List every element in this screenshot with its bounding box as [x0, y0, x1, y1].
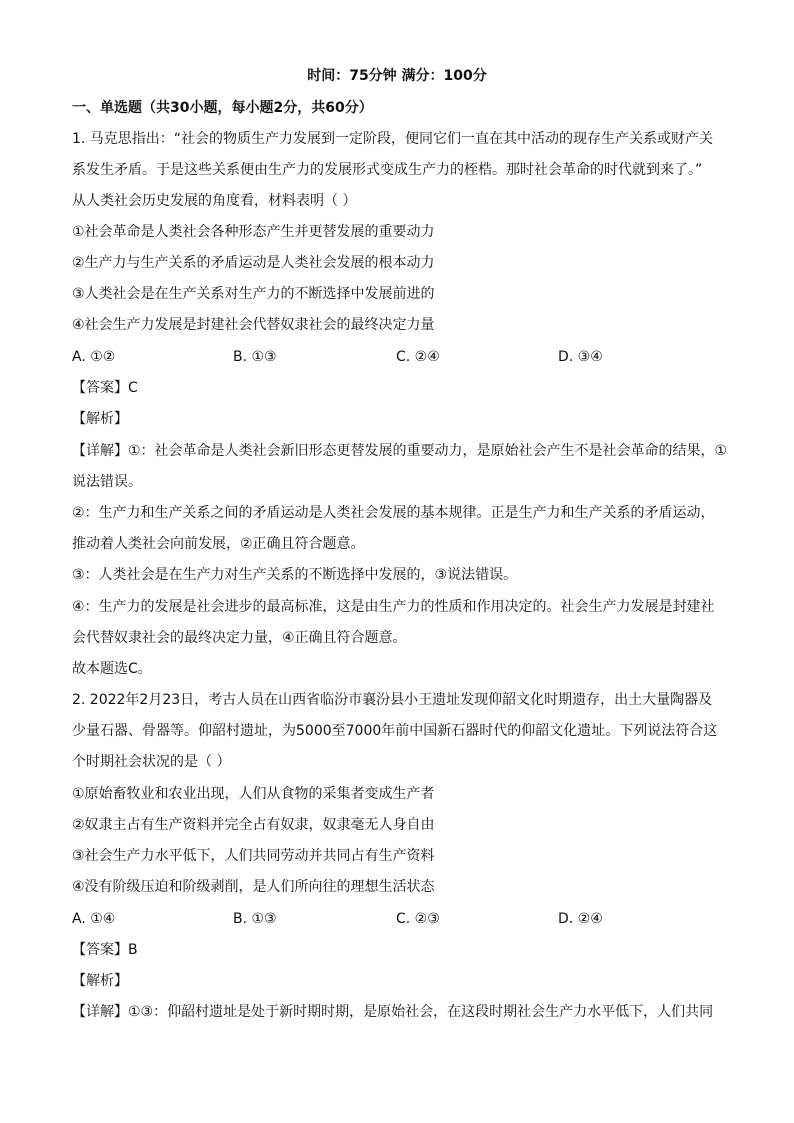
q2-statement: ③社会生产力水平低下，人们共同劳动并共同占有生产资料 [72, 848, 435, 864]
q1-stem-line: 1. 马克思指出：“社会的物质生产力发展到一定阶段，便同它们一直在其中活动的现存生产关系或财产关 [72, 131, 714, 147]
q2-option-b: B. ①③ [233, 911, 277, 927]
q2-answer: 【答案】B [72, 942, 138, 958]
q2-stem-line: 个时期社会状况的是（ ） [72, 754, 231, 770]
q1-detail-line: 故本题选C。 [72, 661, 152, 677]
q1-detail-line: 推动着人类社会向前发展，②正确且符合题意。 [72, 536, 365, 552]
q2-statement: ②奴隶主占有生产资料并完全占有奴隶，奴隶毫无人身自由 [72, 817, 435, 833]
q2-options [72, 909, 732, 929]
q2-option-d: D. ②④ [558, 911, 603, 927]
q2-detail-line: 【详解】①③：仰韶村遗址是处于新时期时期，是原始社会，在这段时期社会生产力水平低下，人们共同 [72, 1004, 714, 1020]
q1-answer: 【答案】C [72, 380, 138, 396]
q2-analysis-label: 【解析】 [72, 973, 128, 989]
q2-option-c: C. ②③ [396, 911, 440, 927]
q1-detail-line: ④：生产力的发展是社会进步的最高标准，这是由生产力的性质和作用决定的。社会生产力发展是封建社 [72, 599, 715, 615]
q1-stem-line: 系发生矛盾。于是这些关系便由生产力的发展形式变成生产力的桎梏。那时社会革命的时代就到来了。” [72, 162, 703, 178]
q2-statement: ①原始畜牧业和农业出现，人们从食物的采集者变成生产者 [72, 786, 435, 802]
q1-detail-line: ②：生产力和生产关系之间的矛盾运动是人类社会发展的基本规律。正是生产力和生产关系的矛盾运动， [72, 505, 715, 521]
q1-detail-line: ③：人类社会是在生产力对生产关系的不断选择中发展的，③说法错误。 [72, 567, 518, 583]
q1-option-d: D. ③④ [558, 349, 603, 365]
q1-analysis-label: 【解析】 [72, 411, 128, 427]
q1-option-a: A. ①② [72, 349, 116, 365]
q1-option-c: C. ②④ [396, 349, 440, 365]
q2-stem-line: 少量石器、骨器等。仰韶村遗址，为5000至7000年前中国新石器时代的仰韶文化遗址。下列说法符合这 [72, 723, 718, 739]
q2-option-a: A. ①④ [72, 911, 116, 927]
q1-statement: ③人类社会是在生产关系对生产力的不断选择中发展前进的 [72, 286, 435, 302]
q1-statement: ④社会生产力发展是封建社会代替奴隶社会的最终决定力量 [72, 317, 435, 333]
q1-statement: ②生产力与生产关系的矛盾运动是人类社会发展的根本动力 [72, 255, 435, 271]
q1-detail-line: 【详解】①：社会革命是人类社会新旧形态更替发展的重要动力，是原始社会产生不是社会革命的结果，① [72, 443, 728, 459]
q2-stem-line: 2. 2022年2月23日，考古人员在山西省临汾市襄汾县小王遗址发现仰韶文化时期遗存，出土大量陶器及 [72, 692, 713, 708]
q1-statement: ①社会革命是人类社会各种形态产生并更替发展的重要动力 [72, 224, 435, 240]
q1-option-b: B. ①③ [233, 349, 277, 365]
q1-detail-line: 说法错误。 [72, 474, 142, 490]
q2-statement: ④没有阶级压迫和阶级剥削，是人们所向往的理想生活状态 [72, 879, 435, 895]
q1-stem-line: 从人类社会历史发展的角度看，材料表明（ ） [72, 193, 357, 209]
q1-options [72, 347, 732, 367]
section-title: 一、单选题（共30小题，每小题2分，共60分） [72, 100, 373, 116]
exam-info: 时间：75分钟 满分：100分 [307, 68, 487, 84]
q1-detail-line: 会代替奴隶社会的最终决定力量，④正确且符合题意。 [72, 630, 407, 646]
